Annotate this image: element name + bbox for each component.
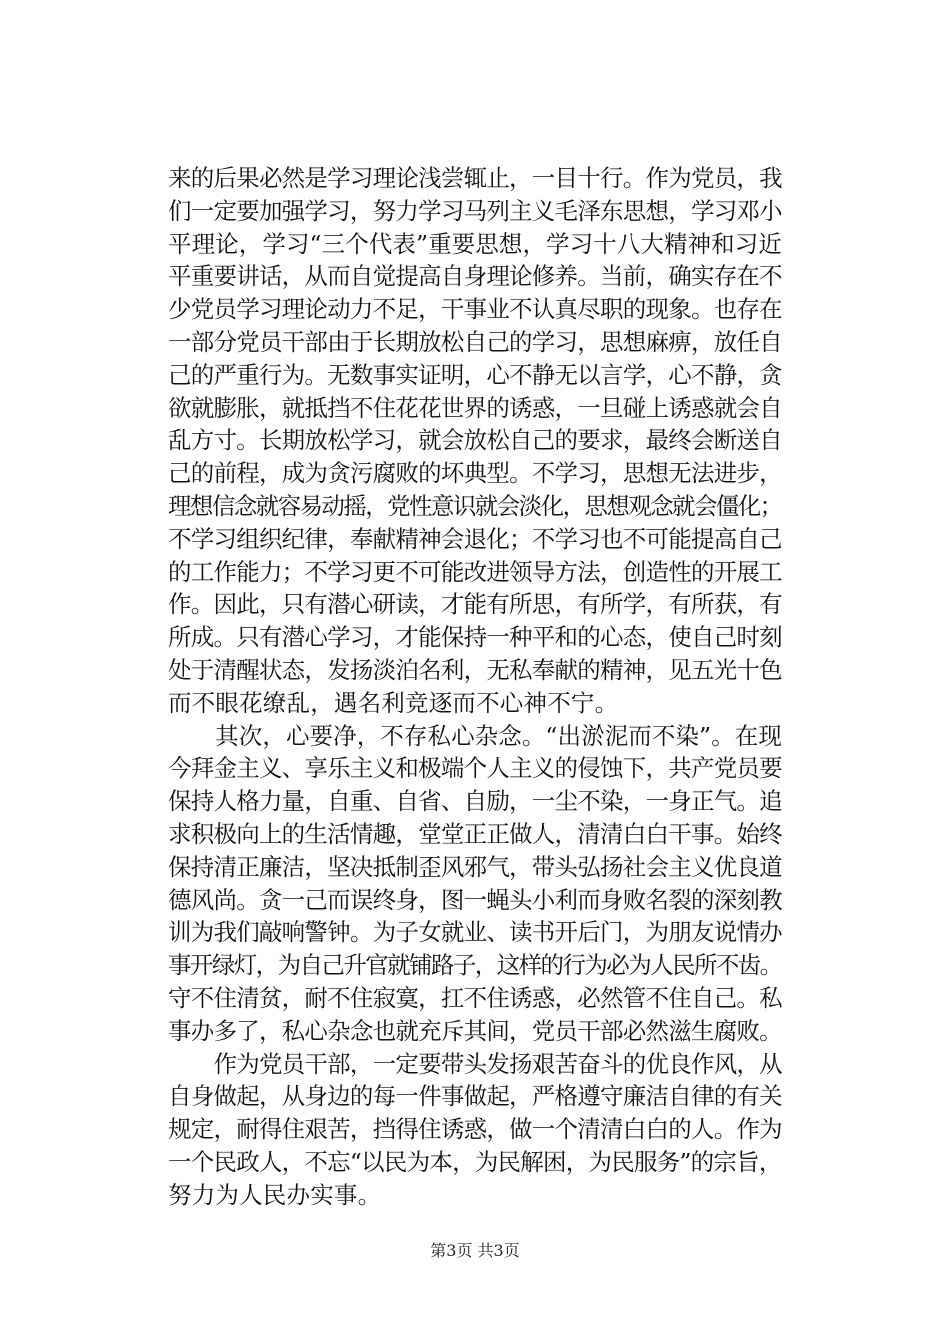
text-line: 理想信念就容易动摇，党性意识就会淡化，思想观念就会僵化；	[168, 491, 782, 520]
text-line: 平重要讲话，从而自觉提高自身理论修养。当前，确实存在不	[168, 262, 782, 291]
text-line: 保持人格力量，自重、自省、自励，一尘不染，一身正气。追	[168, 787, 782, 816]
text-line: 德风尚。贪一己而误终身，图一蝇头小利而身败名裂的深刻教	[168, 885, 782, 914]
text-line: 己的严重行为。无数事实证明，心不静无以言学，心不静，贪	[168, 360, 782, 389]
text-line: 求积极向上的生活情趣，堂堂正正做人，清清白白干事。始终	[168, 819, 782, 848]
text-line: 来的后果必然是学习理论浅尝辄止，一目十行。作为党员，我	[168, 164, 782, 192]
page-footer: 第3页 共3页	[430, 1241, 520, 1260]
text-line: 处于清醒状态，发扬淡泊名利，无私奉献的精神，见五光十色	[168, 655, 782, 684]
text-line: 而不眼花缭乱，遇名利竞逐而不心神不宁。	[168, 688, 619, 717]
text-line: 所成。只有潜心学习，才能保持一种平和的心态，使自己时刻	[168, 623, 782, 652]
text-line: 的工作能力；不学习更不可能改进领导方法，创造性的开展工	[168, 557, 782, 586]
text-line: 一部分党员干部由于长期放松自己的学习，思想麻痹，放任自	[168, 327, 782, 356]
text-line: 少党员学习理论动力不足，干事业不认真尽职的现象。也存在	[168, 295, 782, 324]
text-line: 自身做起，从身边的每一件事做起，严格遵守廉洁自律的有关	[168, 1082, 782, 1111]
text-line: 们一定要加强学习，努力学习马列主义毛泽东思想，学习邓小	[168, 196, 782, 225]
text-line: 其次，心要净，不存私心杂念。“出淤泥而不染”。在现	[168, 721, 782, 750]
body-text	[168, 162, 782, 1212]
text-line: 乱方寸。长期放松学习，就会放松自己的要求，最终会断送自	[168, 426, 782, 455]
text-line: 不学习组织纪律，奉献精神会退化；不学习也不可能提高自己	[168, 524, 782, 553]
text-line: 训为我们敲响警钟。为子女就业、读书开后门，为朋友说情办	[168, 918, 782, 947]
text-line: 规定，耐得住艰苦，挡得住诱惑，做一个清清白白的人。作为	[168, 1115, 782, 1144]
text-line: 己的前程，成为贪污腐败的坏典型。不学习，思想无法进步，	[168, 459, 782, 488]
text-line: 事办多了，私心杂念也就充斥其间，党员干部必然滋生腐败。	[168, 1016, 782, 1045]
text-line: 事开绿灯，为自己升官就铺路子，这样的行为必为人民所不齿。	[168, 951, 782, 980]
text-line: 一个民政人，不忘“以民为本，为民解困，为民服务”的宗旨，	[168, 1147, 782, 1176]
text-line: 保持清正廉洁，坚决抵制歪风邪气，带头弘扬社会主义优良道	[168, 852, 782, 881]
text-line: 欲就膨胀，就抵挡不住花花世界的诱惑，一旦碰上诱惑就会自	[168, 393, 782, 422]
text-line: 努力为人民办实事。	[168, 1180, 382, 1209]
text-line: 作。因此，只有潜心研读，才能有所思，有所学，有所获，有	[168, 590, 782, 619]
text-line: 作为党员干部，一定要带头发扬艰苦奋斗的优良作风，从	[168, 1049, 782, 1078]
text-line: 守不住清贫，耐不住寂寞，扛不住诱惑，必然管不住自己。私	[168, 983, 782, 1012]
text-line: 平理论，学习“三个代表”重要思想，学习十八大精神和习近	[168, 229, 782, 258]
text-line: 今拜金主义、享乐主义和极端个人主义的侵蚀下，共产党员要	[168, 754, 782, 783]
